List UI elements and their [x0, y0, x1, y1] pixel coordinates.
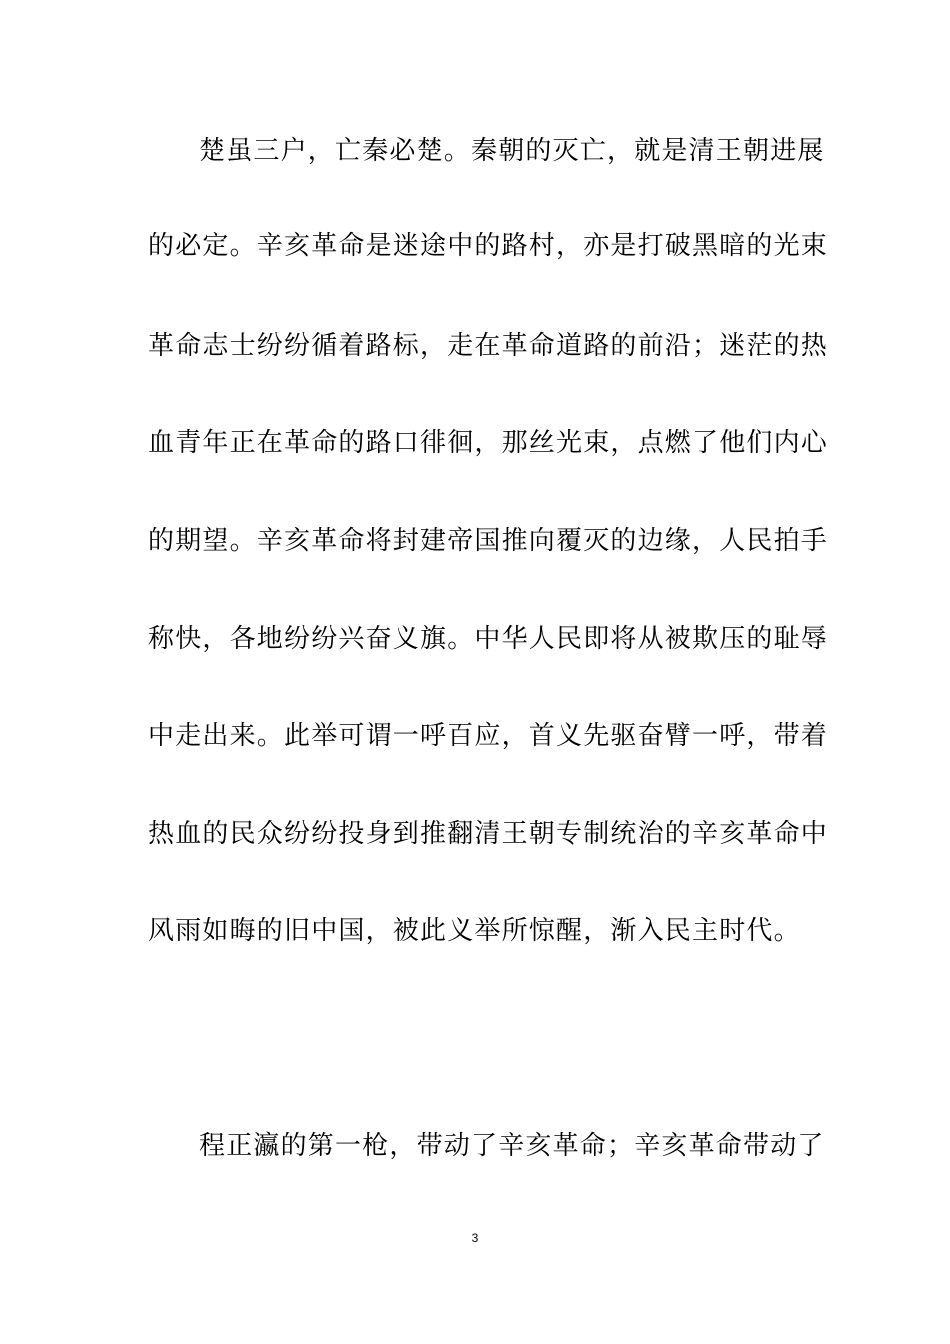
text-line: 革命志士纷纷循着路标，走在革命道路的前沿；迷茫的热 — [148, 331, 829, 361]
text-line: 的期望。辛亥革命将封建帝国推向覆灭的边缘，人民拍手 — [148, 526, 829, 556]
text-line: 称快，各地纷纷兴奋义旗。中华人民即将从被欺压的耻辱 — [148, 624, 829, 654]
text-line: 风雨如晦的旧中国，被此义举所惊醒，渐入民主时代。 — [148, 916, 801, 946]
text-line: 热血的民众纷纷投身到推翻清王朝专制统治的辛亥革命中 — [148, 819, 829, 849]
text-line: 血青年正在革命的路口徘徊，那丝光束，点燃了他们内心 — [148, 428, 829, 458]
text-line: 程正瀛的第一枪，带动了辛亥革命；辛亥革命带动了 — [199, 1131, 825, 1161]
text-line: 的必定。辛亥革命是迷途中的路村，亦是打破黑暗的光束 — [148, 231, 829, 261]
page-number: 3 — [471, 1231, 479, 1245]
text-line: 楚虽三户，亡秦必楚。秦朝的灭亡，就是清王朝进展 — [199, 136, 825, 166]
text-line: 中走出来。此举可谓一呼百应，首义先驱奋臂一呼，带着 — [148, 721, 829, 751]
